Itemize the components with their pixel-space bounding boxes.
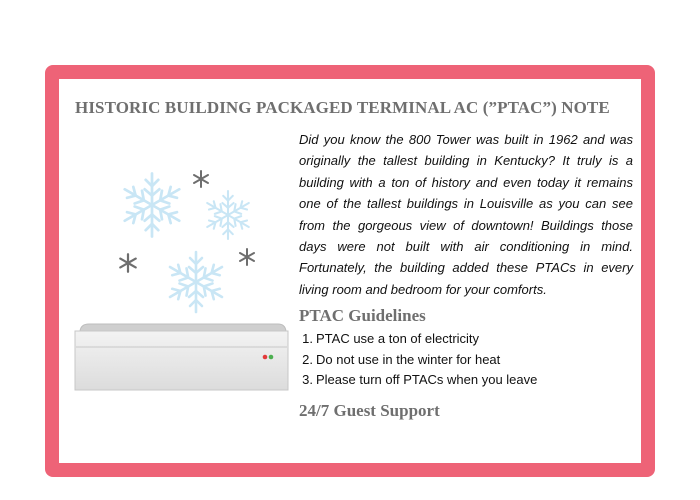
guideline-text: Do not use in the winter for heat (316, 351, 501, 367)
list-item: 1. PTAC use a ton of electricity (302, 331, 480, 346)
guidelines-list (299, 329, 537, 391)
snowflake-icon (167, 252, 226, 312)
note-title: HISTORIC BUILDING PACKAGED TERMINAL AC (”PTAC”) NOTE (75, 98, 610, 117)
note-frame (45, 65, 655, 477)
asterisk-icon (240, 249, 254, 265)
ptac-unit-icon (75, 324, 288, 390)
illustration (59, 79, 289, 464)
snowflake-icon (204, 191, 251, 239)
asterisk-icon (194, 171, 208, 187)
snowflake-icon (121, 174, 183, 237)
note-card (59, 79, 641, 463)
guidelines-heading: PTAC Guidelines (299, 306, 426, 325)
intro-paragraph: Did you know the 800 Tower was built in 1962 and was originally the tallest building in Kentucky? It truly is a building with a ton of history and even today it remains one of the tallest buildings in Louisville as you can see from the gorgeous view of downtown! Buildings those days were not built with air conditioning in mind. Fortunately, the building added these PTACs in every living room and bedroom for your comforts. (299, 132, 633, 297)
support-heading: 24/7 Guest Support (299, 401, 440, 420)
list-item: 3. Please turn off PTACs when you leave (302, 372, 538, 387)
guideline-text: Please turn off PTACs when you leave (316, 372, 538, 387)
asterisk-icon (120, 254, 135, 272)
guideline-text: PTAC use a ton of electricity (316, 331, 480, 346)
list-item: 2. Do not use in the winter for heat (302, 351, 501, 367)
